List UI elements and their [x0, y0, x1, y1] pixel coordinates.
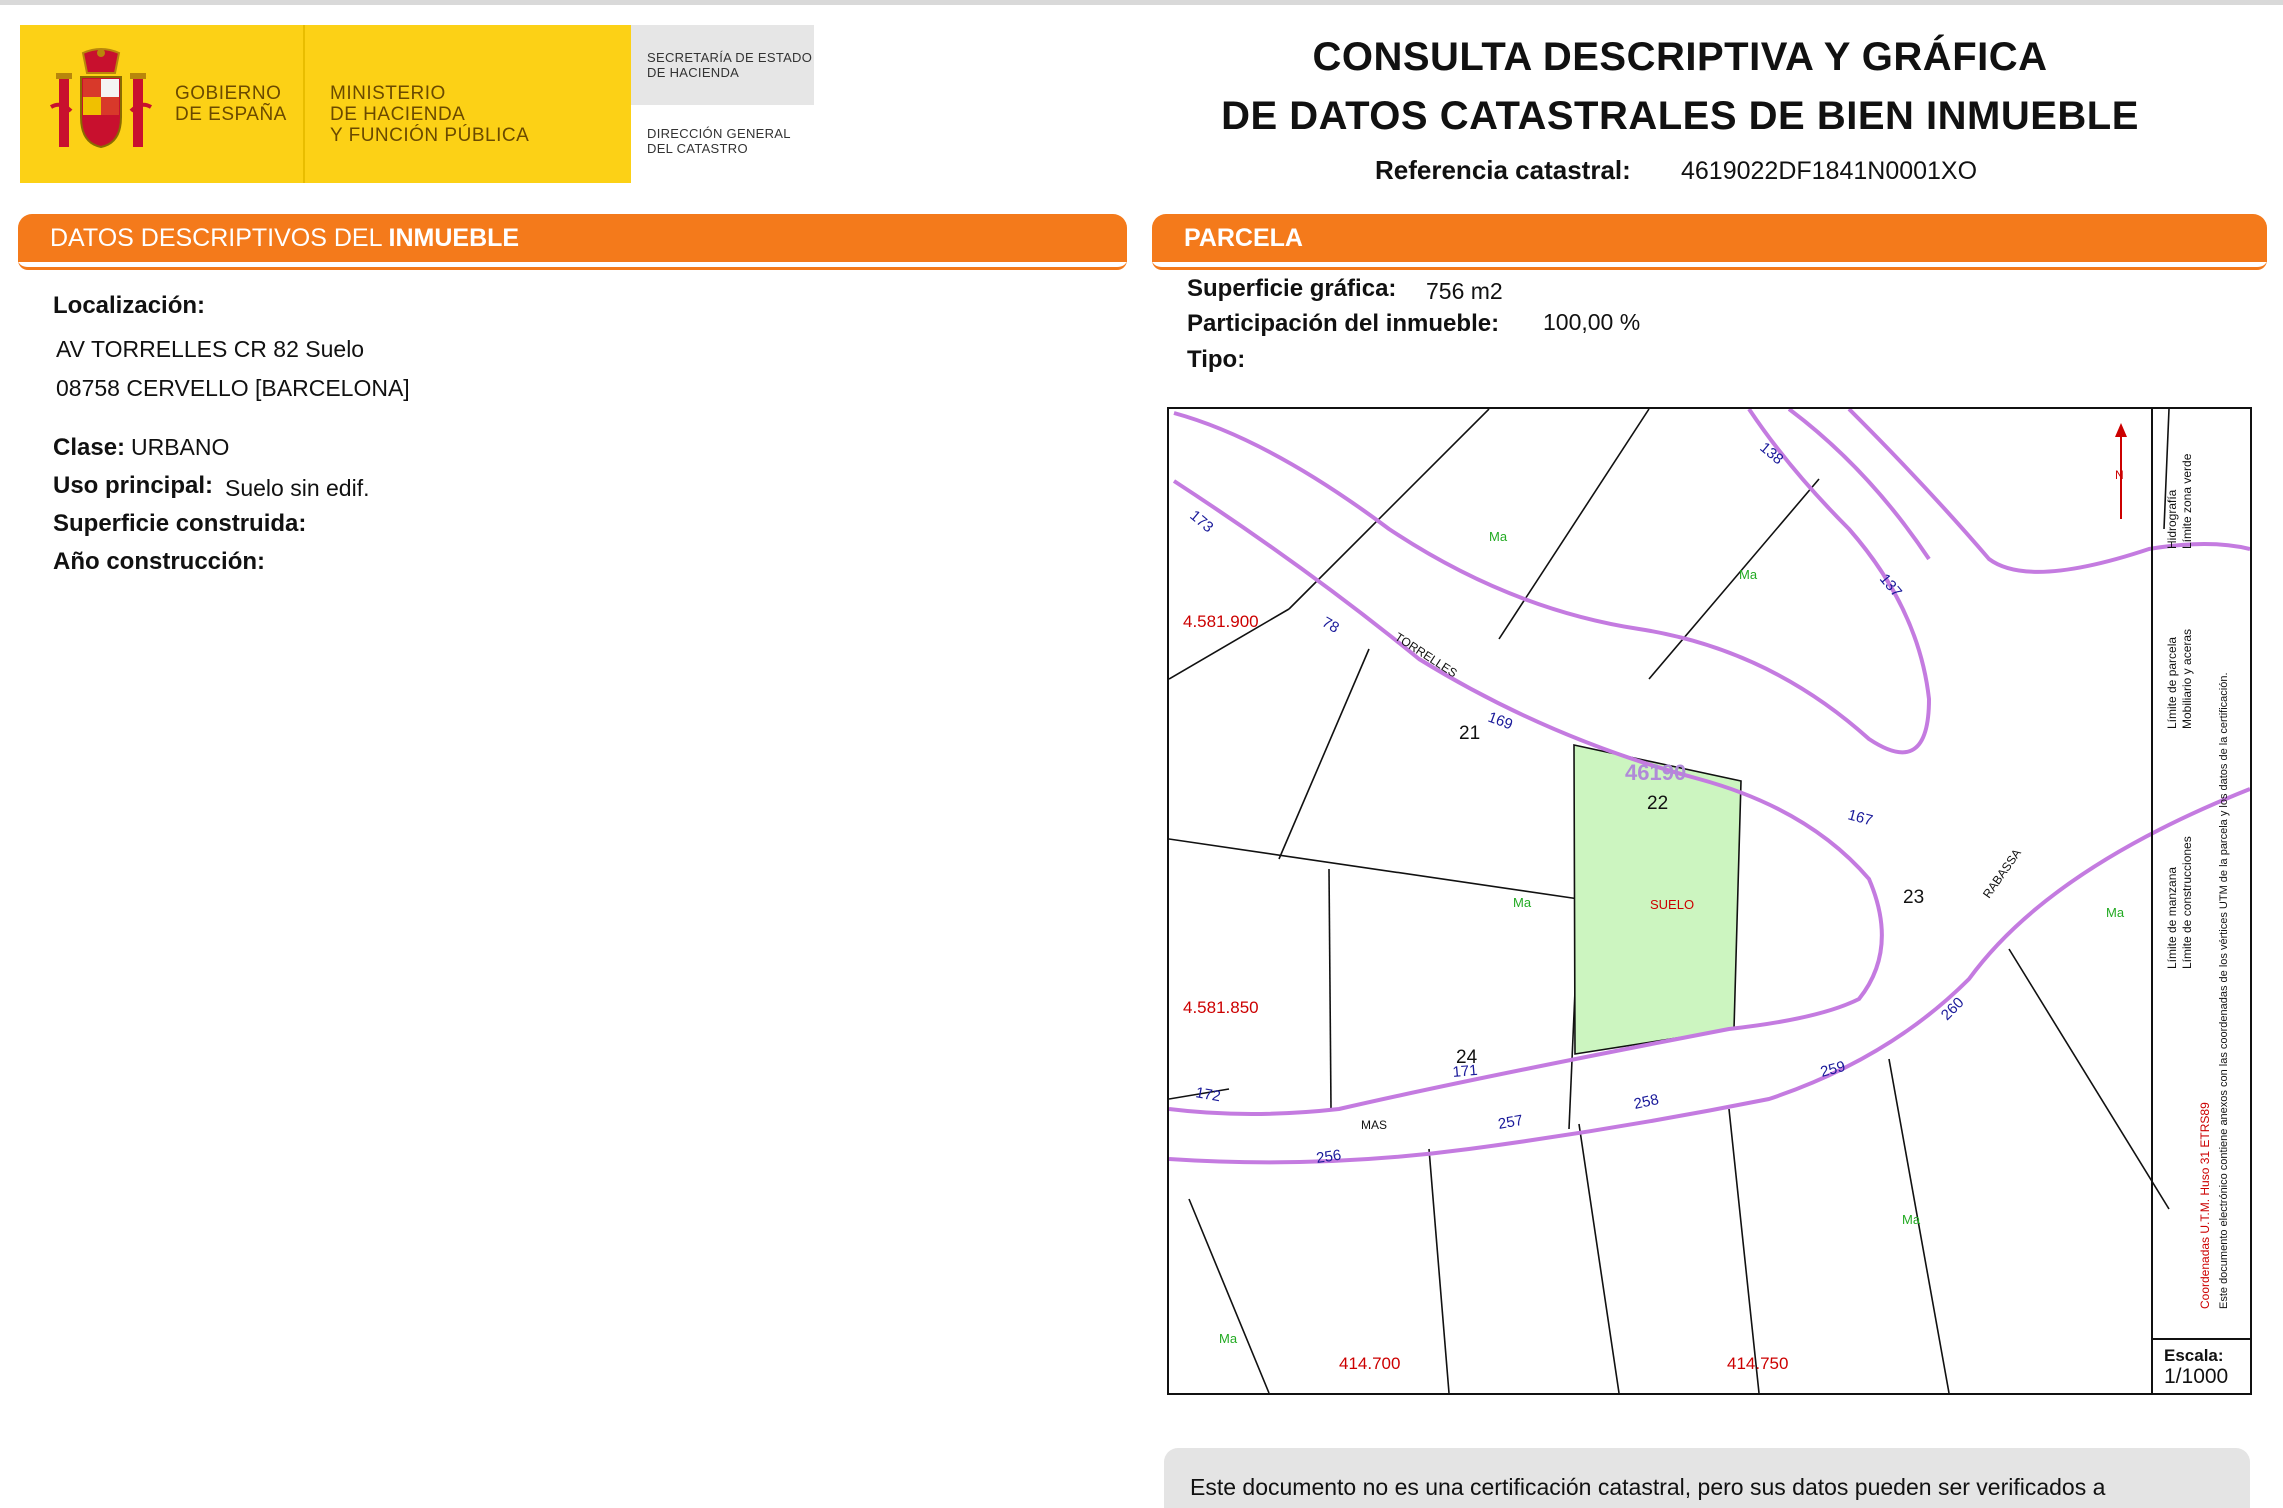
svg-text:Ma: Ma: [1489, 529, 1508, 544]
svg-text:173: 173: [1186, 507, 1217, 537]
svg-text:Límite de manzana: Límite de manzana: [2165, 866, 2179, 969]
page-title: CONSULTA DESCRIPTIVA Y GRÁFICA DE DATOS CATASTRALES DE BIEN INMUEBLE: [1221, 35, 2139, 138]
svg-text:414.750: 414.750: [1727, 1354, 1789, 1373]
svg-text:22: 22: [1647, 793, 1669, 814]
svg-text:Ma: Ma: [1219, 1331, 1238, 1346]
footer-text: Este documento no es una certificación catastral, pero sus datos pueden ser verificados a: [1190, 1474, 2106, 1500]
svg-text:260: 260: [1937, 994, 1968, 1024]
government-logo: [20, 25, 631, 183]
svg-text:78: 78: [1319, 613, 1342, 637]
section-header-datos: DATOS DESCRIPTIVOS DEL INMUEBLE: [18, 214, 1127, 262]
svg-text:414.700: 414.700: [1339, 1354, 1401, 1373]
secretaria-label: SECRETARÍA DE ESTADO DE HACIENDA: [647, 50, 813, 80]
ref-label: Referencia catastral:: [1375, 155, 1631, 185]
svg-text:Ma: Ma: [1739, 567, 1758, 582]
scale-label: Escala:: [2164, 1346, 2224, 1365]
parcel-ref-label: 46190: [1625, 760, 1687, 785]
svg-text:257: 257: [1496, 1111, 1525, 1133]
svg-text:167: 167: [1845, 806, 1875, 830]
svg-text:259: 259: [1818, 1057, 1848, 1081]
address-line2: 08758 CERVELLO [BARCELONA]: [56, 375, 410, 401]
anio-construccion-label: Año construcción:: [53, 548, 266, 575]
svg-text:Coordenadas U.T.M. Huso 31 ETR: Coordenadas U.T.M. Huso 31 ETRS89: [2198, 1102, 2212, 1309]
north-arrow-icon: [2115, 423, 2127, 519]
section-header-parcela: PARCELA: [1152, 214, 2267, 262]
top-divider: [0, 0, 2283, 5]
gobierno-label: GOBIERNO DE ESPAÑA: [175, 83, 287, 125]
svg-text:4.581.900: 4.581.900: [1183, 612, 1259, 631]
logo-divider: [303, 25, 305, 183]
ministerio-label: MINISTERIO DE HACIENDA Y FUNCIÓN PÚBLICA: [330, 83, 530, 146]
svg-text:256: 256: [1315, 1146, 1343, 1167]
direccion-label: DIRECCIÓN GENERAL DEL CATASTRO: [647, 126, 791, 156]
svg-text:4.581.850: 4.581.850: [1183, 998, 1259, 1017]
uso-value: Suelo sin edif.: [225, 475, 370, 501]
svg-text:Mobiliario y aceras: Mobiliario y aceras: [2180, 628, 2194, 729]
superficie-grafica-label: Superficie gráfica:: [1187, 275, 1397, 302]
map-legend: [2165, 453, 2230, 1309]
tipo-label: Tipo:: [1187, 346, 1246, 373]
svg-text:24: 24: [1456, 1047, 1478, 1068]
svg-text:258: 258: [1632, 1091, 1661, 1113]
svg-text:171: 171: [1451, 1061, 1479, 1081]
coat-of-arms-icon: [45, 47, 157, 159]
referencia-catastral: [1375, 155, 1978, 186]
superficie-grafica-value: 756 m2: [1426, 278, 1503, 304]
clase-value: URBANO: [131, 434, 230, 460]
svg-text:Límite de parcela: Límite de parcela: [2165, 636, 2179, 729]
svg-text:TORRELLES: TORRELLES: [1392, 629, 1460, 681]
svg-text:23: 23: [1903, 887, 1925, 908]
svg-text:Límite zona verde: Límite zona verde: [2180, 453, 2194, 549]
svg-text:Ma: Ma: [2106, 905, 2125, 920]
ref-value: 4619022DF1841N0001XO: [1681, 157, 1978, 185]
cadastral-map[interactable]: [1167, 407, 2252, 1395]
svg-text:Este documento electrónico con: Este documento electrónico contiene anexos con las coordenadas de los vértices UTM de la parcela y los datos de la certificación.: [2218, 672, 2230, 1309]
clase-label: Clase:: [53, 434, 126, 461]
map-canvas: [1169, 409, 2250, 1393]
svg-text:169: 169: [1485, 708, 1515, 734]
address-line1: AV TORRELLES CR 82 Suelo: [56, 336, 365, 362]
svg-text:138: 138: [1756, 439, 1787, 469]
footer-notice: [1164, 1448, 2250, 1508]
secretaria-box: [631, 25, 814, 105]
participacion-label: Participación del inmueble:: [1187, 310, 1500, 337]
scale-value: 1/1000: [2164, 1365, 2229, 1388]
uso-label: Uso principal:: [53, 472, 214, 499]
svg-text:Ma: Ma: [1513, 895, 1532, 910]
svg-text:RABASSA: RABASSA: [1979, 846, 2024, 901]
svg-text:Límite de construcciones: Límite de construcciones: [2180, 836, 2194, 969]
suelo-label: SUELO: [1650, 897, 1695, 912]
svg-text:Hidrografía: Hidrografía: [2165, 489, 2179, 549]
svg-text:Ma: Ma: [1902, 1212, 1921, 1227]
svg-text:137: 137: [1875, 570, 1906, 601]
svg-text:N: N: [2115, 468, 2124, 482]
svg-text:MAS: MAS: [1361, 1118, 1388, 1132]
superficie-construida-label: Superficie construida:: [53, 510, 307, 537]
svg-text:21: 21: [1459, 723, 1481, 744]
svg-text:172: 172: [1194, 1084, 1222, 1106]
localizacion-label: Localización:: [53, 292, 206, 319]
participacion-value: 100,00 %: [1543, 309, 1641, 335]
